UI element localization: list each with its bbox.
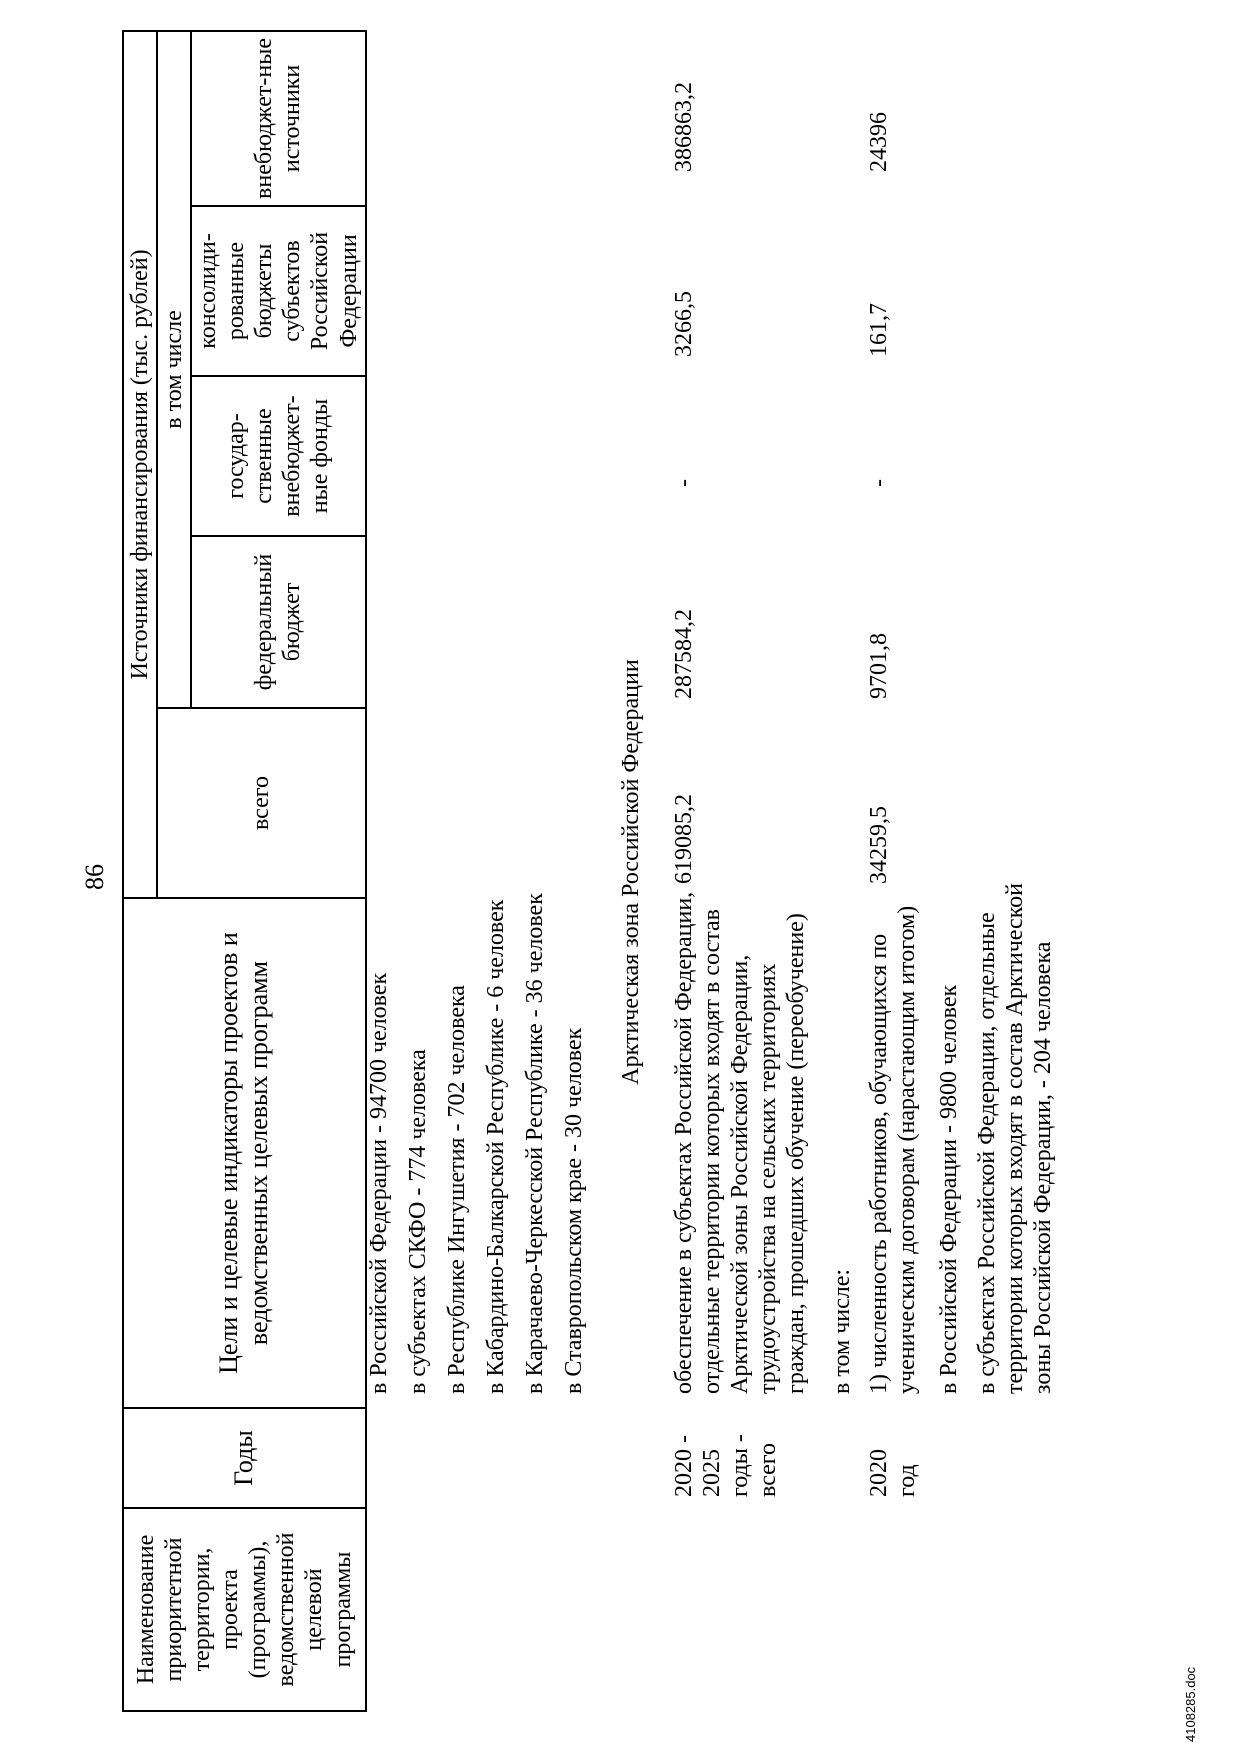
header-years: Годы	[123, 1408, 366, 1508]
list-item: в Кабардино-Балкарской Республике - 6 человек	[483, 899, 510, 1394]
list-item: в Республике Ингушетия - 702 человека	[444, 985, 471, 1394]
section-title: Арктическая зона Российской Федерации	[618, 659, 644, 1085]
row-goal-2020: 1) численность работников, обучающихся по ученическим договорам (нарастающим итогом)	[866, 905, 921, 1394]
header-offbudget-funds: государ-ственные внебюджет-ные фонды	[191, 376, 365, 536]
table-header	[122, 30, 367, 1712]
list-item: в Карачаево-Черкесской Республике - 36 человек	[522, 893, 549, 1394]
value-federal: 287584,2	[671, 609, 697, 699]
sub-line: в Российской Федерации - 9800 человек	[936, 984, 962, 1394]
value-regional: 3266,5	[671, 291, 697, 357]
value-total-2020: 34259,5	[866, 806, 892, 884]
row-years-2020: 2020 год	[866, 1449, 921, 1497]
row-goal: обеспечение в субъектах Российской Федерации, отдельные территории которых входят в состав Арктической зоны Российской Федерации, трудоустройства на сельских территориях граждан, прошедших обучение (переобучение)	[671, 891, 810, 1394]
header-regional: консолиди-рованные бюджеты субъектов Российской Федерации	[191, 206, 365, 376]
list-item: в Российской Федерации - 94700 человек	[366, 972, 392, 1394]
value-total: 619085,2	[671, 794, 697, 884]
row-years: 2020 - 2025 годы - всего	[671, 1434, 782, 1497]
header-name: Наименование приоритетной территории, проекта (программы), ведомственной целевой программы	[123, 1508, 366, 1711]
header-funding: Источники финансирования (тыс. рублей)	[123, 31, 157, 898]
header-total: всего	[157, 708, 366, 898]
page-number: 86	[80, 864, 109, 890]
document-filename: 4108285.doc	[1183, 1666, 1198, 1742]
skfo-list	[365, 834, 588, 1394]
sub-line: в субъектах Российской Федерации, отдельные территории которых входят в состав Арктической зоны Российской Федерации, - 204 человека	[974, 883, 1057, 1394]
header-federal: федеральный бюджет	[191, 536, 365, 708]
value-federal-2020: 9701,8	[866, 633, 892, 699]
header-including: в том числе	[157, 31, 191, 708]
value-offbudget-funds: -	[671, 479, 697, 487]
including-label: в том числе:	[829, 1268, 855, 1394]
list-item: в Ставропольском крае - 30 человек	[561, 1027, 588, 1394]
header-goals: Цели и целевые индикаторы проектов и ведомственных целевых программ	[123, 898, 366, 1408]
value-extrabudgetary-2020: 24396	[866, 112, 892, 172]
value-offbudget-funds-2020: -	[866, 479, 892, 487]
list-item: в субъектах СКФО - 774 человека	[405, 1049, 432, 1394]
header-extrabudgetary: внебюджет-ные источники	[191, 31, 365, 206]
value-regional-2020: 161,7	[866, 303, 892, 357]
value-extrabudgetary: 386863,2	[671, 82, 697, 172]
